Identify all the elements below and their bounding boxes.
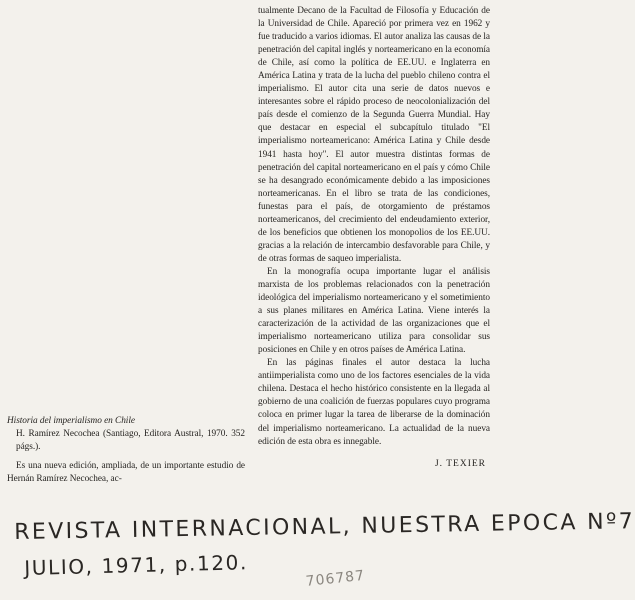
left-text-column bbox=[7, 415, 245, 486]
review-paragraph-intro: Es una nueva edición, ampliada, de un importante estudio de Hernán Ramírez Necochea, ac- bbox=[7, 461, 245, 485]
review-paragraph-conclusion: En las páginas finales el autor destaca la lucha antiimperialista como uno de los factores esenciales de la vida chilena. Destaca el hecho histórico consistente en la llegada al gobierno de una coalición de fuerzas populares cuyo programa coloca en primer lugar la tarea de liberarse de la dominación del imperialismo norteamericano. La actualidad de la nueva edición de esta obra es innegable. bbox=[258, 358, 490, 447]
book-reference: H. Ramírez Necochea (Santiago, Editora Austral, 1970. 352 págs.). bbox=[16, 429, 245, 453]
book-title: Historia del imperialismo en Chile bbox=[7, 416, 135, 426]
handwritten-catalog-number: 706787 bbox=[305, 567, 366, 590]
handwritten-source-line: REVISTA INTERNACIONAL, NUESTRA EPOCA Nº7 bbox=[14, 509, 635, 545]
review-paragraph-ideology: En la monografía ocupa importante lugar el análisis marxista de los problemas relacionados con la penetración ideológica del imperialismo norteamericano y el sometimiento a sus planes militares en América Latina. Viene interés la caracterización de la actividad de las organizaciones que el imperialismo norteamericano utiliza para consolidar sus posiciones en Chile y en otros países de América Latina. bbox=[258, 266, 490, 356]
review-paragraph-continued: tualmente Decano de la Facultad de Filosofía y Educación de la Universidad de Chile. Apareció por primera vez en 1962 y fue traducido a varios idiomas. El autor analiza las causas de la penetración del capital inglés y norteamericano en la economía de Chile, así como la política de EE.UU. e Inglaterra en América Latina y trata de la lucha del pueblo chileno contra el imperialismo. El autor cita una serie de datos nuevos e interesantes sobre el rápido proceso de neocolonialización del país desde el comienzo de la Segunda Guerra Mundial. Hay que destacar en especial el subcapítulo titulado "El imperialismo norteamericano: América Latina y Chile desde 1941 hasta hoy". El autor muestra distintas formas de penetración del capital norteamericano en el país y cómo Chile se ha desangrado económicamente debido a las imposiciones norteamericanas. En el libro se trata de las condiciones, funestas para el país, de otorgamiento de préstamos norteamericanos, del crecimiento del endeudamiento exterior, de los beneficios que obtienen los monopolios de los EE.UU. gracias a la relación de intercambio desfavorable para Chile, y de otras formas de saqueo imperialista. bbox=[258, 6, 490, 264]
reviewer-signature: J. TEXIER bbox=[434, 458, 486, 469]
right-text-column bbox=[258, 6, 490, 471]
handwritten-date-line: JULIO, 1971, p.120. bbox=[24, 550, 249, 580]
